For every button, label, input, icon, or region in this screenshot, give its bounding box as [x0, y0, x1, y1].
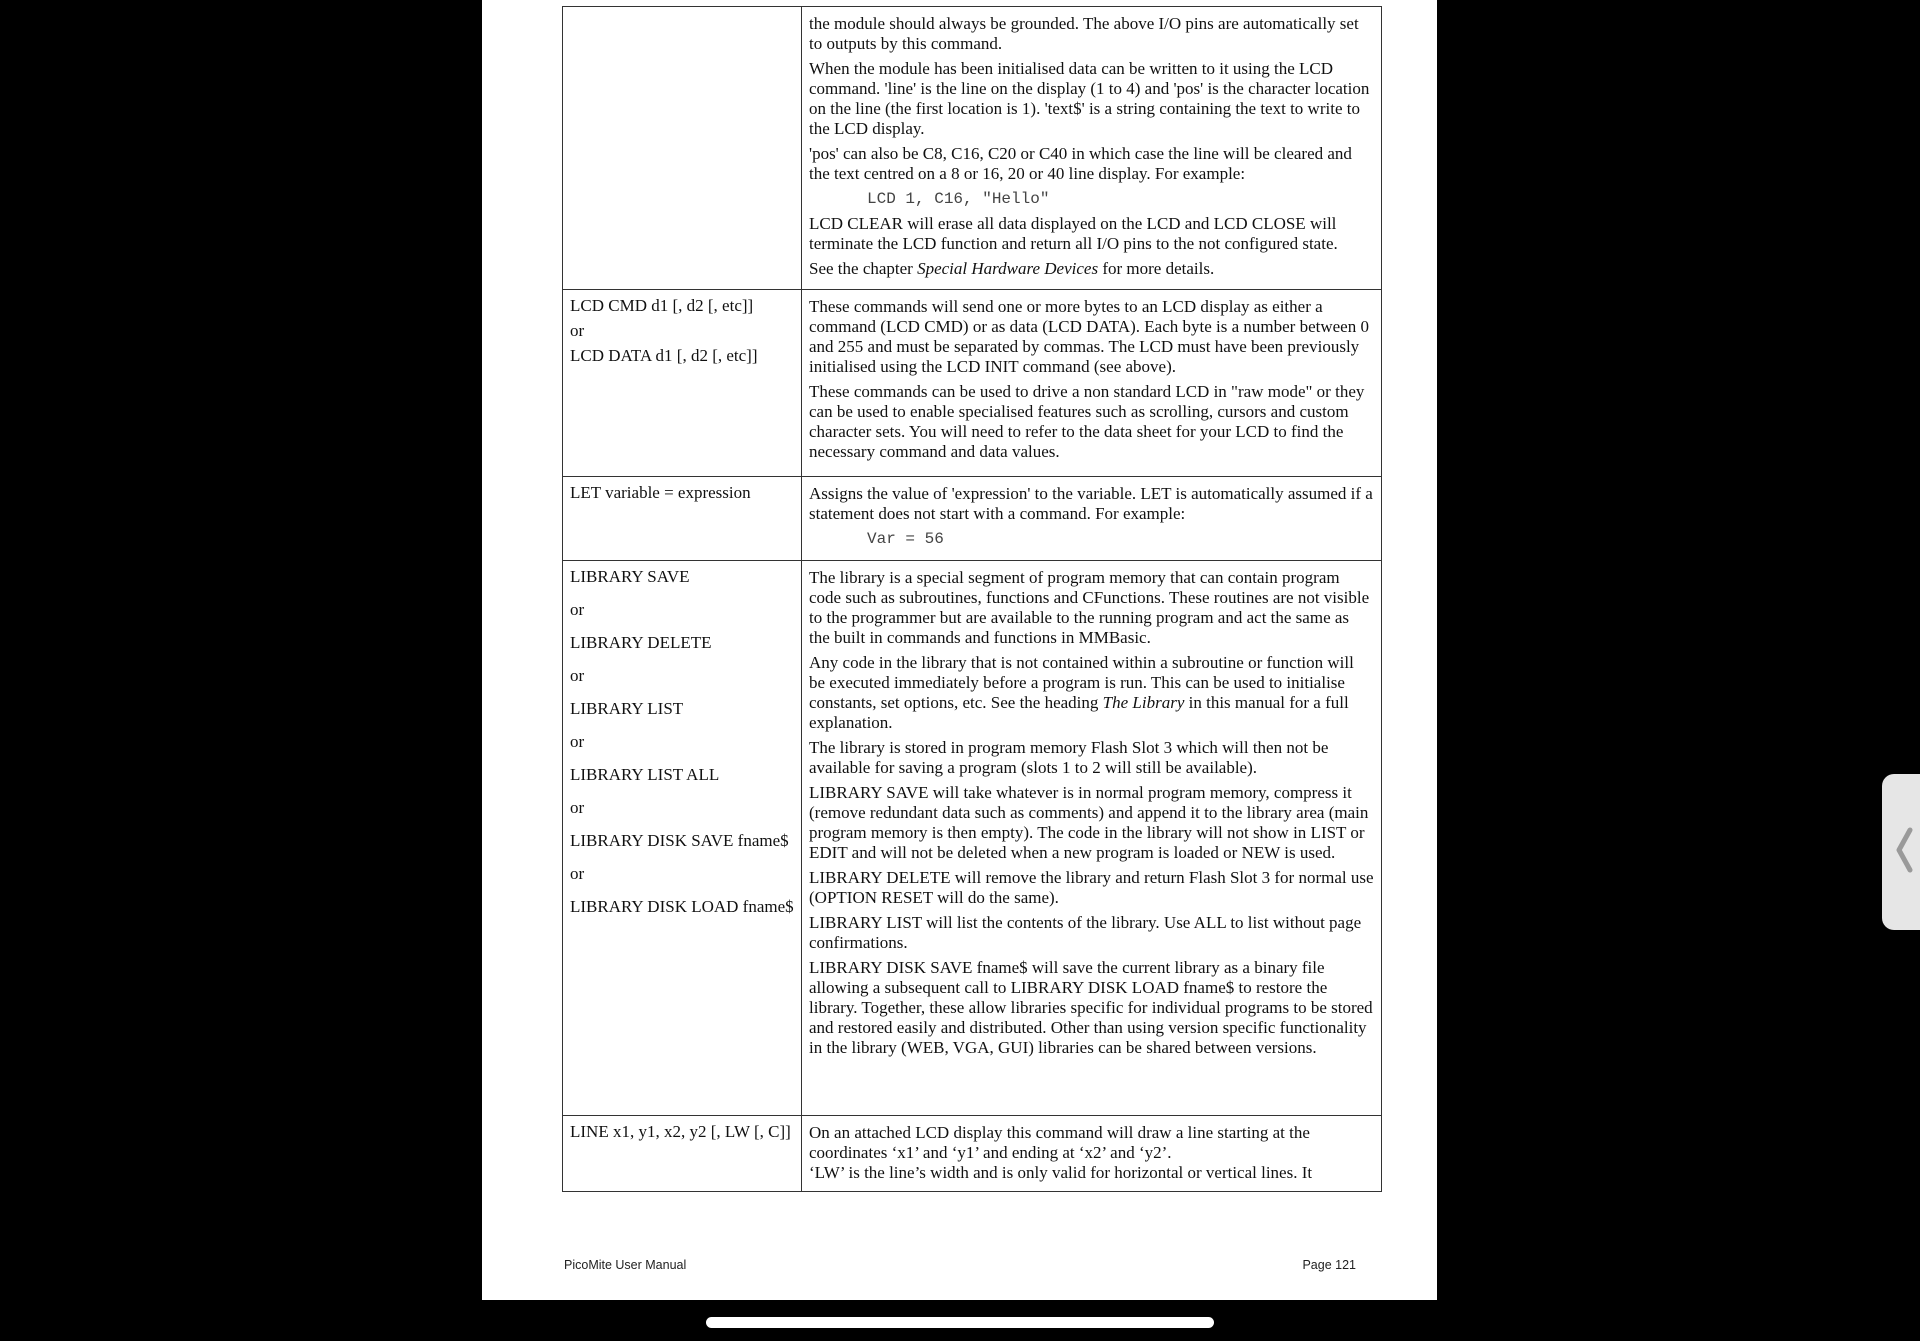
or-separator: or	[570, 798, 585, 817]
table-row-let	[563, 477, 1382, 561]
command-syntax: LCD DATA d1 [, d2 [, etc]]	[570, 346, 758, 365]
text: for more details.	[1098, 259, 1215, 278]
command-cell-empty	[563, 7, 802, 290]
paragraph: The library is stored in program memory Flash Slot 3 which will then not be available for saving a program (slots 1 to 2 will still be available).	[809, 738, 1329, 777]
command-syntax: LINE x1, y1, x2, y2 [, LW [, C]]	[570, 1122, 791, 1141]
command-syntax: LET variable = expression	[570, 483, 751, 502]
chevron-left-icon	[1894, 826, 1914, 874]
side-panel-handle[interactable]	[1882, 774, 1920, 930]
paragraph: 'pos' can also be C8, C16, C20 or C40 in which case the line will be cleared and the text centred on a 8 or 16, 20 or 40 line display. For example:	[809, 144, 1352, 183]
paragraph: On an attached LCD display this command will draw a line starting at the coordinates ‘x1’ and ‘y1’ and ending at ‘x2’ and ‘y2’.	[809, 1123, 1310, 1162]
paragraph: the module should always be grounded. The above I/O pins are automatically set to outputs by this command.	[809, 14, 1359, 53]
paragraph: The library is a special segment of program memory that can contain program code such as subroutines, functions and CFunctions. These routines are not visible to the programmer but are available to the running program and act the same as the built in commands and functions in MMBasic.	[809, 568, 1370, 647]
table-row-lcd-cmd	[563, 290, 1382, 477]
paragraph: LIBRARY DISK SAVE fname$ will save the current library as a binary file allowing a subsequent call to LIBRARY DISK LOAD fname$ to restore the library. Together, these allow libraries specific for individual programs to be stored and restored easily and distributed. Other than using version specific functionality in the library (WEB, VGA, GUI) libraries can be shared between versions.	[809, 958, 1373, 1057]
pdf-page	[482, 0, 1437, 1300]
command-cell-line	[563, 1116, 802, 1192]
command-syntax: LIBRARY LIST	[570, 699, 684, 718]
command-syntax: LCD CMD d1 [, d2 [, etc]]	[570, 296, 754, 315]
command-syntax: LIBRARY DISK LOAD fname$	[570, 897, 794, 916]
code-example: LCD 1, C16, "Hello"	[867, 190, 1050, 208]
paragraph	[809, 259, 1374, 279]
command-table	[562, 6, 1382, 1192]
description-cell-lcd-init	[802, 7, 1382, 290]
paragraph	[809, 653, 1374, 733]
description-cell-line	[802, 1116, 1382, 1192]
text: Any code in the library that is not contained within a subroutine or function will be executed immediately before a program is run. This can be used to initialise constants, set options, etc. See the heading	[809, 653, 1354, 712]
table-row-lcd-init-continued	[563, 7, 1382, 290]
paragraph: LCD CLEAR will erase all data displayed on the LCD and LCD CLOSE will terminate the LCD function and return all I/O pins to the not configured state.	[809, 214, 1338, 253]
command-cell-lcd-cmd	[563, 290, 802, 477]
text: See the chapter	[809, 259, 918, 278]
paragraph: These commands will send one or more bytes to an LCD display as either a command (LCD CMD) or as data (LCD DATA). Each byte is a number between 0 and 255 and must be separated by commas. The LCD must have been previously initialised using the LCD INIT command (see above).	[809, 297, 1369, 376]
command-cell-let	[563, 477, 802, 561]
command-syntax: LIBRARY LIST ALL	[570, 765, 720, 784]
command-cell-library	[563, 561, 802, 1116]
heading-reference: The Library	[1102, 693, 1185, 712]
description-cell-library	[802, 561, 1382, 1116]
or-separator: or	[570, 666, 585, 685]
description-cell-let	[802, 477, 1382, 561]
paragraph: LIBRARY LIST will list the contents of the library. Use ALL to list without page confirmations.	[809, 913, 1362, 952]
footer-page-number: Page 121	[1302, 1258, 1356, 1272]
table-row-library	[563, 561, 1382, 1116]
paragraph: When the module has been initialised data can be written to it using the LCD command. 'line' is the line on the display (1 to 4) and 'pos' is the character location on the line (the first location is 1). 'text$' is a string containing the text to write to the LCD display.	[809, 59, 1370, 138]
code-example: Var = 56	[867, 530, 944, 548]
command-syntax: LIBRARY DISK SAVE fname$	[570, 831, 789, 850]
description-cell-lcd-cmd	[802, 290, 1382, 477]
paragraph: LIBRARY DELETE will remove the library and return Flash Slot 3 for normal use (OPTION RESET will do the same).	[809, 868, 1374, 907]
or-separator: or	[570, 600, 585, 619]
footer-manual-title: PicoMite User Manual	[564, 1258, 687, 1272]
or-separator: or	[570, 732, 585, 751]
home-indicator[interactable]	[706, 1317, 1214, 1328]
text: in this manual for a full explanation.	[809, 693, 1349, 732]
paragraph: These commands can be used to drive a non standard LCD in "raw mode" or they can be used to enable specialised features such as scrolling, cursors and custom character sets. You will need to refer to the data sheet for your LCD to find the necessary command and data values.	[809, 382, 1365, 461]
table-row-line	[563, 1116, 1382, 1192]
or-separator: or	[570, 864, 585, 883]
or-separator: or	[570, 321, 585, 340]
paragraph: Assigns the value of 'expression' to the variable. LET is automatically assumed if a statement does not start with a command. For example:	[809, 484, 1373, 523]
command-syntax: LIBRARY SAVE	[570, 567, 690, 586]
command-syntax: LIBRARY DELETE	[570, 633, 712, 652]
chapter-reference: Special Hardware Devices	[917, 259, 1099, 278]
paragraph: LIBRARY SAVE will take whatever is in normal program memory, compress it (remove redundant data such as comments) and append it to the library area (main program memory is then empty). The code in the library will not show in LIST or EDIT and will not be deleted when a new program is loaded or NEW is used.	[809, 783, 1369, 862]
paragraph: ‘LW’ is the line’s width and is only valid for horizontal or vertical lines. It	[809, 1163, 1313, 1182]
